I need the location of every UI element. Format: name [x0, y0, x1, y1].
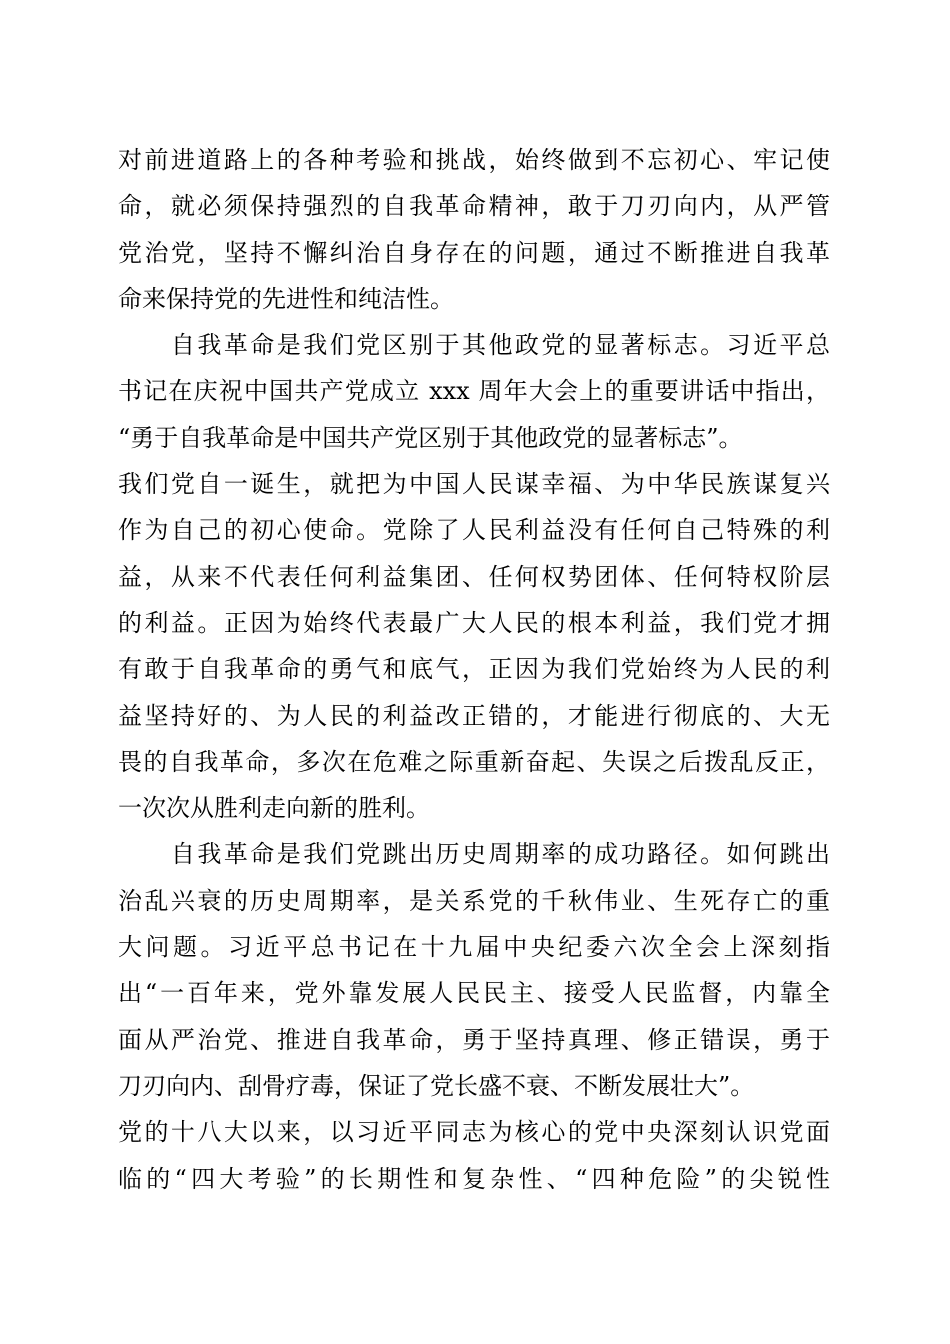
paragraph-2-line-5: 作为自己的初心使命。党除了人民利益没有任何自己特殊的利 — [118, 516, 830, 545]
paragraph-3-line-5: 面从严治党、推进自我革命，勇于坚持真理、修正错误，勇于 — [118, 1025, 830, 1054]
document-body — [118, 137, 830, 1202]
paragraph-2-line-4: 我们党自一诞生，就把为中国人民谋幸福、为中华民族谋复兴 — [118, 470, 830, 499]
paragraph-3-line-4: 出“一百年来，党外靠发展人民民主、接受人民监督，内靠全 — [118, 979, 830, 1008]
paragraph-1-line-1: 对前进道路上的各种考验和挑战，始终做到不忘初心、牢记使 — [118, 146, 830, 174]
paragraph-2-line-11: 一次次从胜利走向新的胜利。 — [118, 794, 430, 823]
paragraph-3-line-6: 刀刃向内、刮骨疗毒，保证了党长盛不衰、不断发展壮大”。 — [118, 1071, 755, 1100]
paragraph-2-line-1: 自我革命是我们党区别于其他政党的显著标志。习近平总 — [118, 331, 830, 360]
paragraph-3-line-1: 自我革命是我们党跳出历史周期率的成功路径。如何跳出 — [118, 840, 830, 869]
paragraph-3-line-7: 党的十八大以来，以习近平同志为核心的党中央深刻认识党面 — [118, 1118, 830, 1147]
paragraph-2-line-3: “勇于自我革命是中国共产党区别于其他政党的显著标志”。 — [118, 423, 743, 452]
paragraph-2-line-8: 有敢于自我革命的勇气和底气，正因为我们党始终为人民的利 — [118, 655, 830, 684]
paragraph-2-line-2: 书记在庆祝中国共产党成立 xxx 周年大会上的重要讲话中指出， — [118, 377, 830, 406]
paragraph-1-line-3: 党治党，坚持不懈纠治自身存在的问题，通过不断推进自我革 — [118, 238, 830, 267]
paragraph-1-line-4: 命来保持党的先进性和纯洁性。 — [118, 284, 454, 313]
paragraph-2-line-7: 的利益。正因为始终代表最广大人民的根本利益，我们党才拥 — [118, 608, 830, 637]
paragraph-1-line-2: 命，就必须保持强烈的自我革命精神，敢于刀刃向内，从严管 — [118, 192, 830, 221]
paragraph-2-line-10: 畏的自我革命，多次在危难之际重新奋起、失误之后拨乱反正， — [118, 747, 830, 776]
paragraph-2-line-6: 益，从来不代表任何利益集团、任何权势团体、任何特权阶层 — [118, 562, 830, 591]
paragraph-3-line-2: 治乱兴衰的历史周期率，是关系党的千秋伟业、生死存亡的重 — [118, 886, 830, 915]
paragraph-3-line-3: 大问题。习近平总书记在十九届中央纪委六次全会上深刻指 — [118, 933, 830, 962]
paragraph-3-line-8: 临的“四大考验”的长期性和复杂性、“四种危险”的尖锐性 — [118, 1164, 830, 1193]
paragraph-2-line-9: 益坚持好的、为人民的利益改正错的，才能进行彻底的、大无 — [118, 701, 830, 730]
